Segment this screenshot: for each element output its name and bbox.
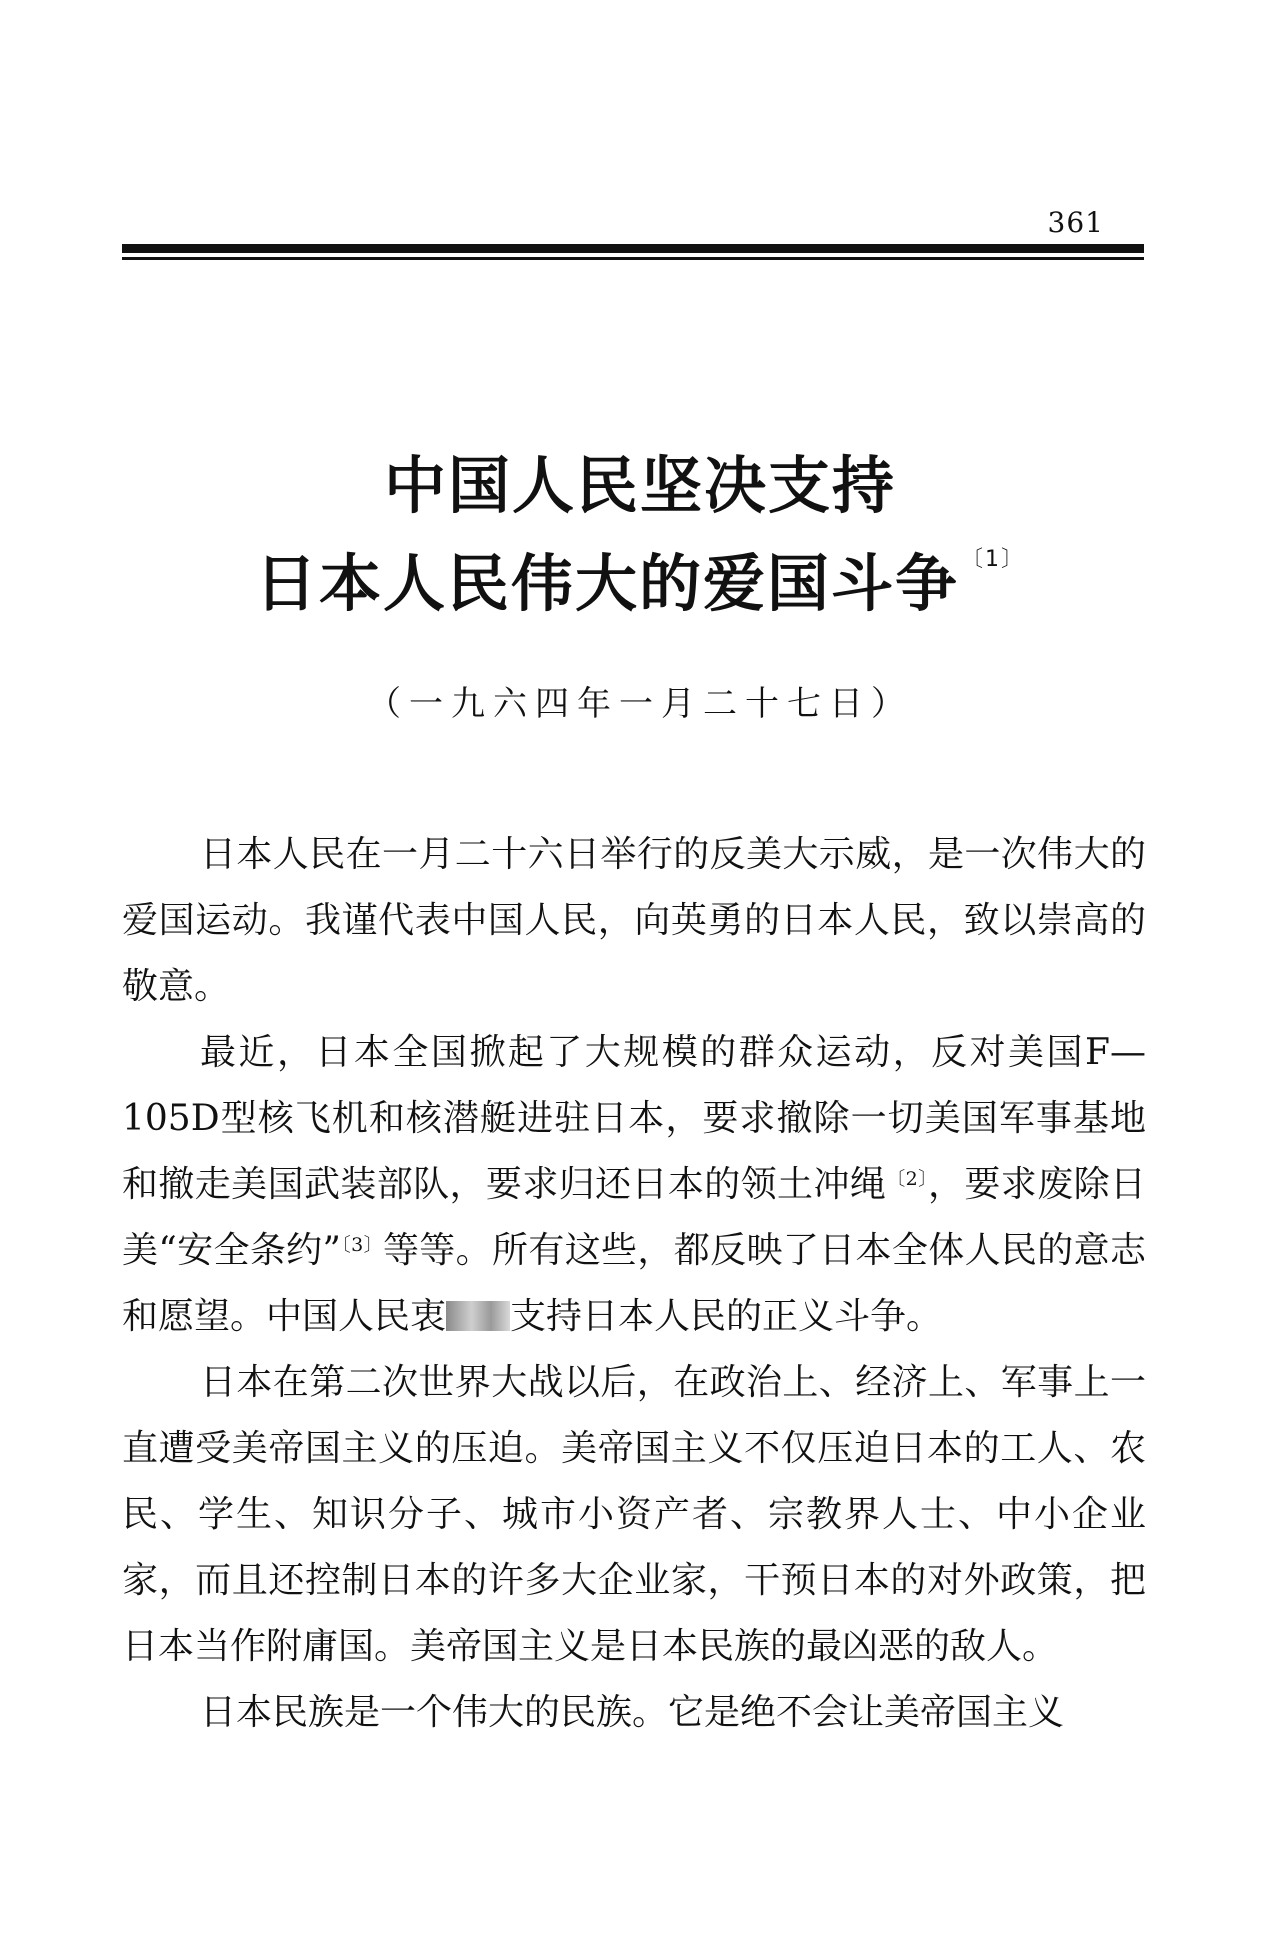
paragraph-3: 日本在第二次世界大战以后，在政治上、经济上、军事上一直遭受美帝国主义的压迫。美帝国主义不仅压迫日本的工人、农民、学生、知识分子、城市小资产者、宗教界人士、中小企业家，而且还控制日本的许多大企业家，干预日本的对外政策，把日本当作附庸国。美帝国主义是日本民族的最凶恶的敌人。 xyxy=(122,1362,1146,1667)
article-body xyxy=(122,822,1146,1746)
paragraph-1: 日本人民在一月二十六日举行的反美大示威，是一次伟大的爱国运动。我谨代表中国人民，向英勇的日本人民，致以崇高的敬意。 xyxy=(122,834,1146,1007)
header-rule-thin xyxy=(122,257,1144,260)
article-title-line-2-text: 日本人民伟大的爱国斗争 xyxy=(254,547,959,620)
title-note-ref: 〔1〕 xyxy=(961,547,1025,572)
article-title-line-1: 中国人民坚决支持 xyxy=(383,449,896,522)
article-date: （一九六四年一月二十七日） xyxy=(367,684,913,724)
article-title-line-2 xyxy=(0,547,1280,620)
note-ref-3: 〔3〕 xyxy=(340,1234,383,1256)
paragraph-2-part-3: 等等。所有这些，都反映了日本全体人民的意志和愿望。中国人民衷 xyxy=(122,1230,1146,1337)
redaction-mark xyxy=(446,1301,510,1331)
paragraph-4: 日本民族是一个伟大的民族。它是绝不会让美帝国主义 xyxy=(200,1692,1065,1733)
page-number: 361 xyxy=(1047,206,1104,239)
paragraph-2 xyxy=(122,1020,1146,1350)
paragraph-2-part-1: 最近，日本全国掀起了大规模的群众运动，反对美国F—105D型核飞机和核潜艇进驻日本，要求撤除一切美国军事基地和撤走美国武装部队，要求归还日本的领土冲绳 xyxy=(122,1032,1146,1205)
header-rule-thick xyxy=(122,244,1144,253)
paragraph-2-part-4: 支持日本人民的正义斗争。 xyxy=(510,1296,943,1337)
paragraph-2-part-2: ，要求废除日美“安全条约” xyxy=(122,1164,1146,1271)
note-ref-2: 〔2〕 xyxy=(886,1168,929,1190)
